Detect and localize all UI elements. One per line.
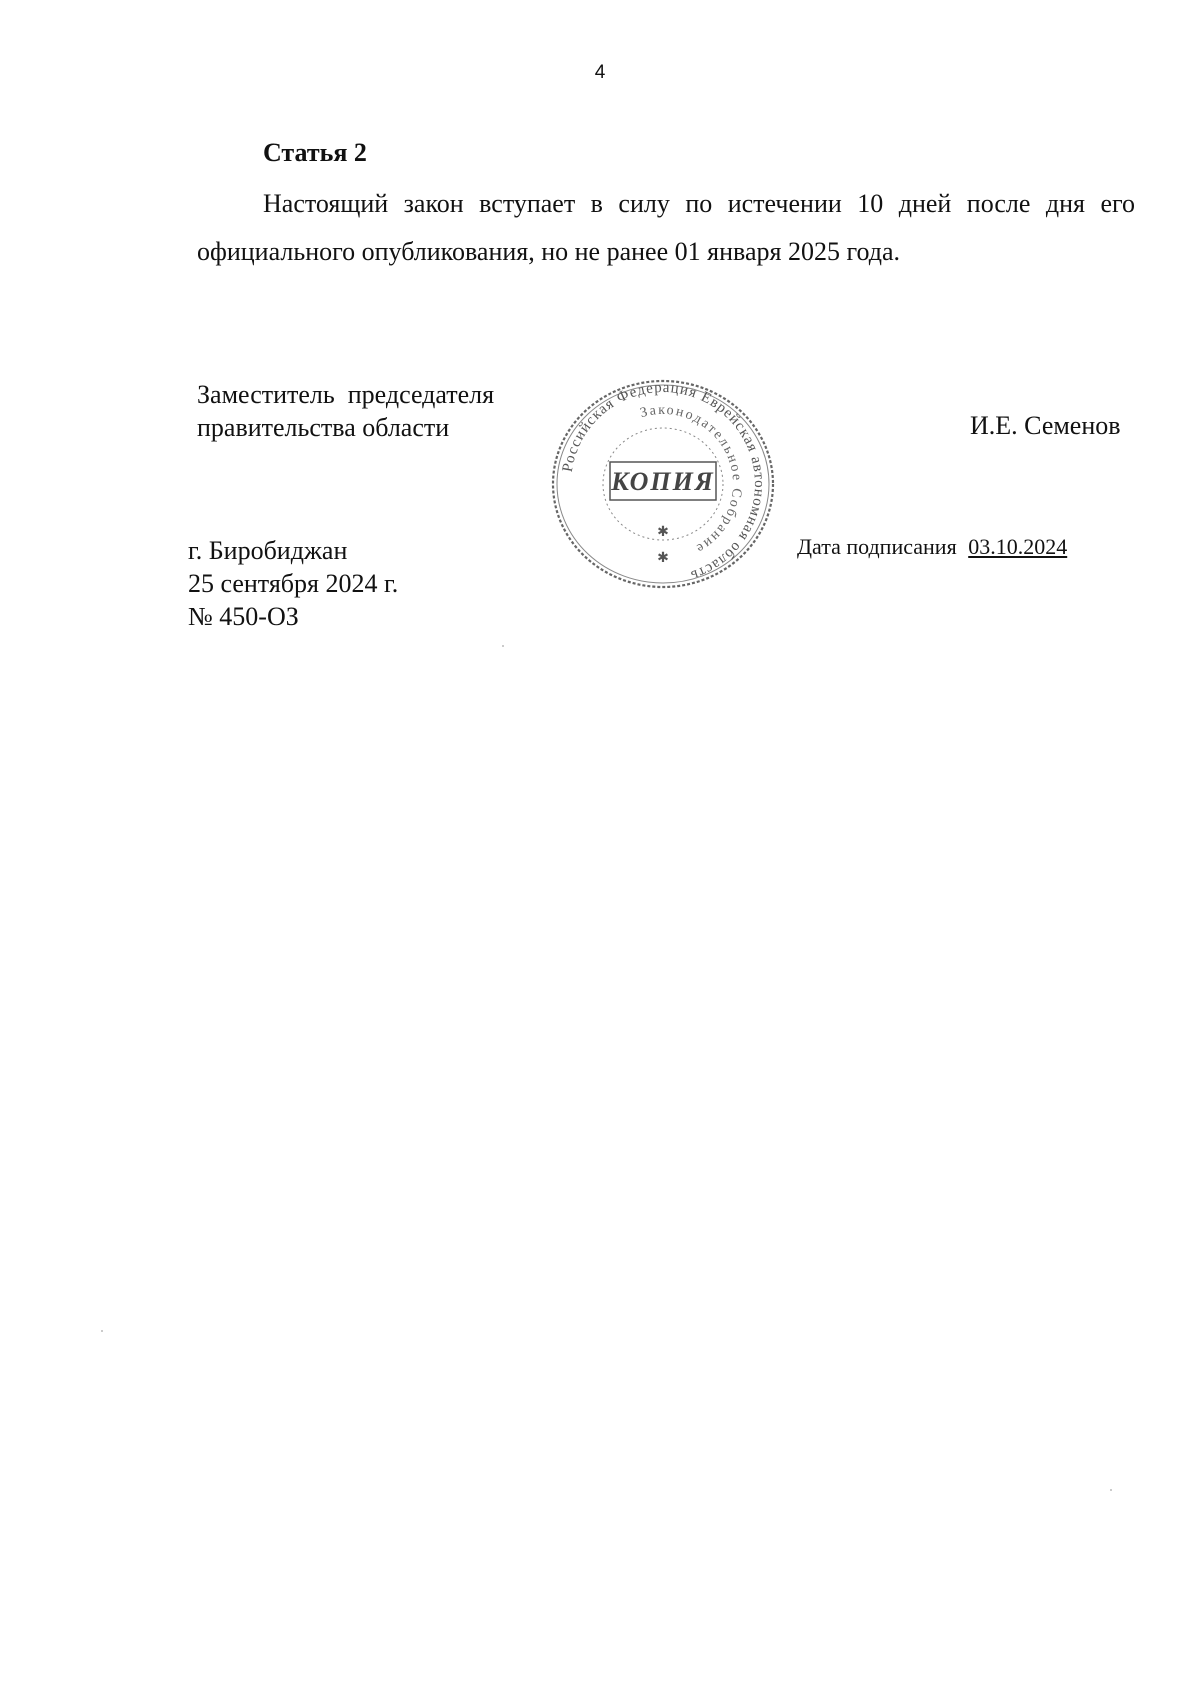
place-block [188, 534, 398, 633]
scan-speck [502, 645, 504, 647]
law-number: № 450-ОЗ [188, 602, 299, 631]
place-date: 25 сентября 2024 г. [188, 569, 399, 598]
article-body: Настоящий закон вступает в силу по истечении 10 дней после дня его официального опубликования, но не ранее 01 января 2025 года. [197, 189, 1135, 266]
seal-star-icon: ✱ [657, 525, 669, 540]
scan-speck [101, 1330, 103, 1332]
seal-inner-textpath: Законодательное Собрание [638, 402, 745, 557]
article-title: Статья 2 [263, 138, 367, 167]
page-number: 4 [594, 62, 606, 83]
signing-date [797, 534, 1067, 560]
signer-name: И.Е. Семенов [970, 411, 1121, 440]
scan-speck [1110, 1489, 1112, 1491]
signer-position: Заместитель председателя правительства области [197, 380, 495, 442]
seal-outer-textpath: Российская Федерация Еврейская автономная область [559, 379, 768, 584]
signing-date-value: 03.10.2024 [968, 534, 1068, 559]
signing-date-label: Дата подписания [797, 534, 957, 559]
seal-center-text: КОПИЯ [611, 467, 715, 496]
seal-star-icon: ✱ [657, 551, 669, 566]
official-seal-icon [548, 376, 778, 592]
place-city: г. Биробиджан [188, 536, 348, 565]
